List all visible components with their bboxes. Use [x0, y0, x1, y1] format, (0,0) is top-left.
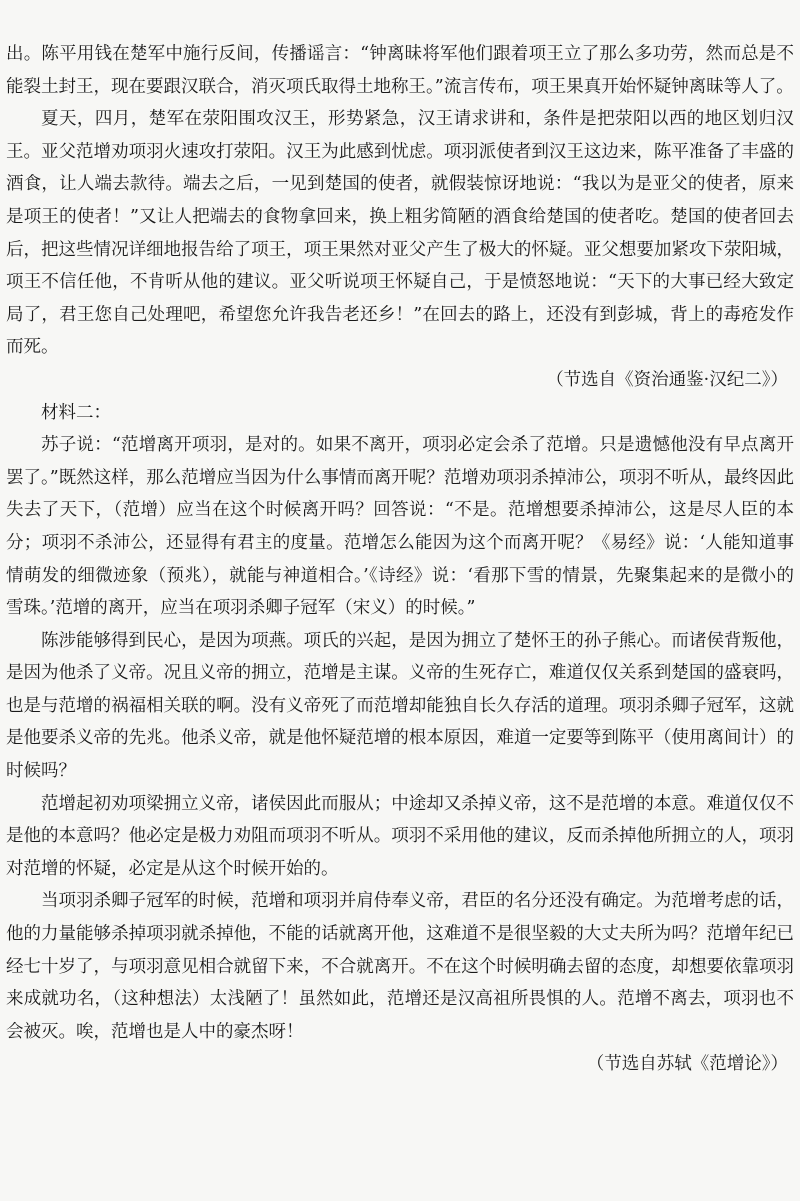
document-body [6, 38, 794, 1081]
material2-source: （节选自苏轼《范增论》） [586, 1054, 788, 1075]
material1-paragraph-1: 出。陈平用钱在楚军中施行反间，传播谣言：“钟离昧将军他们跟着项王立了那么多功劳，然而总是不能裂土封王，现在要跟汉联合，消灭项氏取得土地称王。”流言传布，项王果真开始怀疑钟离昧等人了。 [6, 44, 794, 97]
material2-paragraph-2: 陈涉能够得到民心，是因为项燕。项氏的兴起，是因为拥立了楚怀王的孙子熊心。而诸侯背叛他，是因为他杀了义帝。况且义帝的拥立，范增是主谋。义帝的生死存亡，难道仅仅关系到楚国的盛衰吗，也是与范增的祸福相关联的啊。没有义帝死了而范增却能独自长久存活的道理。项羽杀卿子冠军，这就是他要杀义帝的先兆。他杀义帝，就是他怀疑范增的根本原因，难道一定要等到陈平（使用离间计）的时候吗？ [6, 630, 794, 782]
material2-heading: 材料二： [41, 402, 111, 423]
material1-source: （节选自《资治通鉴·汉纪二》） [546, 369, 788, 390]
material2-paragraph-3: 范增起初劝项梁拥立义帝，诸侯因此而服从；中途却又杀掉义帝，这不是范增的本意。难道仅仅不是他的本意吗？他必定是极力劝阻而项羽不听从。项羽不采用他的建议，反而杀掉他所拥立的人，项羽对范增的怀疑，必定是从这个时候开始的。 [6, 793, 794, 879]
material2-paragraph-4: 当项羽杀卿子冠军的时候，范增和项羽并肩侍奉义帝，君臣的名分还没有确定。为范增考虑的话，他的力量能够杀掉项羽就杀掉他，不能的话就离开他，这难道不是很坚毅的大丈夫所为吗？范增年纪已经七十岁了，与项羽意见相合就留下来，不合就离开。不在这个时候明确去留的态度，却想要依靠项羽来成就功名，（这种想法）太浅陋了！虽然如此，范增还是汉高祖所畏惧的人。范增不离去，项羽也不会被灭。唉，范增也是人中的豪杰呀！ [6, 891, 794, 1042]
material1-paragraph-2: 夏天，四月，楚军在荥阳围攻汉王，形势紧急，汉王请求讲和，条件是把荥阳以西的地区划归汉王。亚父范增劝项羽火速攻打荥阳。汉王为此感到忧虑。项羽派使者到汉王这边来，陈平准备了丰盛的酒食，让人端去款待。端去之后，一见到楚国的使者，就假装惊讶地说：“我以为是亚父的使者，原来是项王的使者！”又让人把端去的食物拿回来，换上粗劣简陋的酒食给楚国的使者吃。楚国的使者回去后，把这些情况详细地报告给了项王，项王果然对亚父产生了极大的怀疑。亚父想要加紧攻下荥阳城，项王不信任他，不肯听从他的建议。亚父听说项王怀疑自己，于是愤怒地说：“天下的大事已经大致定局了，君王您自己处理吧，希望您允许我告老还乡！”在回去的路上，还没有到彭城，背上的毒疮发作而死。 [6, 109, 794, 358]
material2-paragraph-1: 苏子说：“范增离开项羽，是对的。如果不离开，项羽必定会杀了范增。只是遗憾他没有早点离开罢了。”既然这样，那么范增应当因为什么事情而离开呢？范增劝项羽杀掉沛公，项羽不听从，最终因此失去了天下，（范增）应当在这个时候离开吗？回答说：“不是。范增想要杀掉沛公，这是尽人臣的本分；项羽不杀沛公，还显得有君主的度量。范增怎么能因为这个而离开呢？《易经》说：‘人能知道事情萌发的细微迹象（预兆），就能与神道相合。’《诗经》说：‘看那下雪的情景，先聚集起来的是微小的雪珠。’范增的离开，应当在项羽杀卿子冠军（宋义）的时候。” [6, 435, 794, 619]
